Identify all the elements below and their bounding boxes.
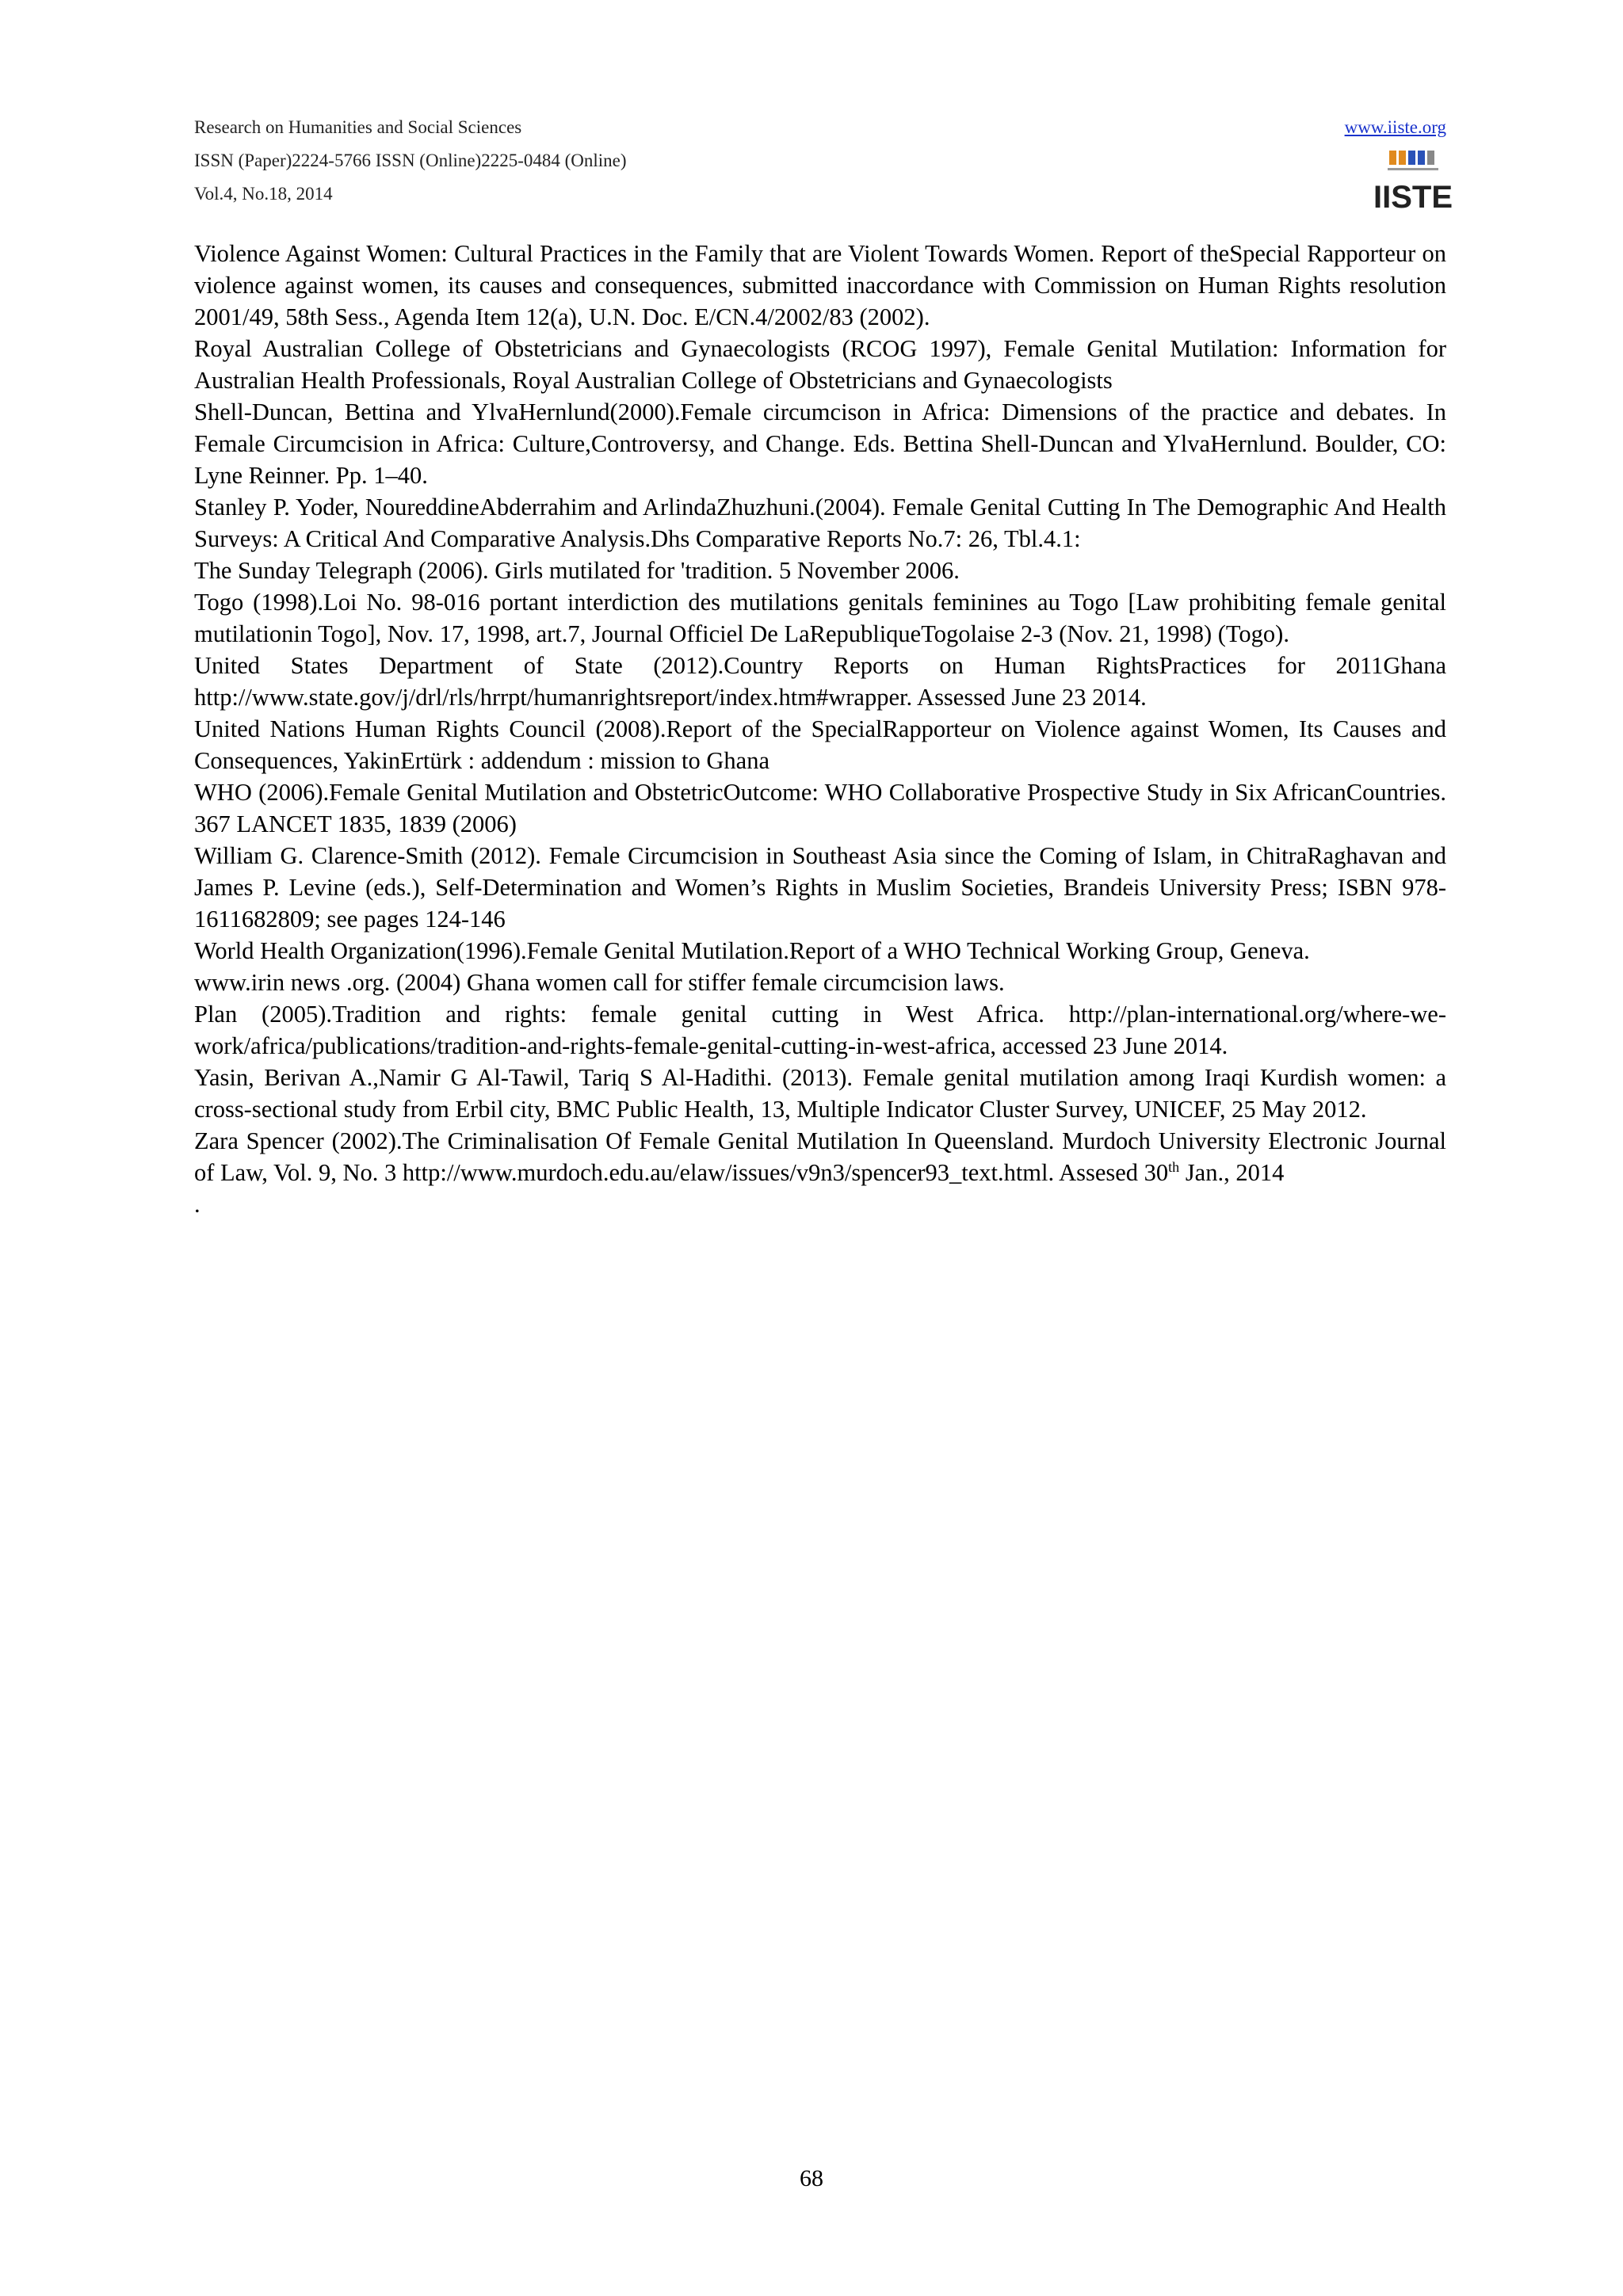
reference-item-last <box>194 1125 1446 1188</box>
reference-item: Yasin, Berivan A.,Namir G Al-Tawil, Tariq S Al-Hadithi. (2013). Female genital mutilation among Iraqi Kurdish women: a cross-sectional study from Erbil city, BMC Public Health, 13, Multiple Indicator Cluster Survey, UNICEF, 25 May 2012. <box>194 1064 1446 1123</box>
reference-list <box>194 238 1446 1220</box>
reference-item: William G. Clarence-Smith (2012). Female Circumcision in Southeast Asia since the Coming of Islam, in ChitraRaghavan and James P. Levine (eds.), Self-Determination and Women’s Rights in Muslim Societies, Brandeis University Press; ISBN 978-1611682809; see pages 124-146 <box>194 842 1446 933</box>
reference-text-tail: Jan., 2014 <box>1179 1159 1285 1186</box>
reference-item: Shell-Duncan, Bettina and YlvaHernlund(2000).Female circumcison in Africa: Dimensions of the practice and debates. In Female Circumcision in Africa: Culture,Controversy, and Change. Eds. Bettina Shell-Duncan and YlvaHernlund. Boulder, CO: Lyne Reinner. Pp. 1–40. <box>194 399 1446 489</box>
reference-item: United States Department of State (2012).Country Reports on Human RightsPractices for 2011Ghana http://www.state.gov/j/drl/rls/hrrpt/humanrightsreport/index.htm#wrapper. Assessed June 23 2014. <box>194 652 1446 711</box>
journal-title: Research on Humanities and Social Sciences <box>194 117 522 137</box>
iiste-logo-icon <box>1373 149 1453 215</box>
reference-item: Plan (2005).Tradition and rights: female genital cutting in West Africa. http://plan-international.org/where-we-work/africa/publications/tradition-and-rights-female-genital-cutting-in-west-africa, accessed 23 June 2014. <box>194 1001 1446 1059</box>
volume-line: Vol.4, No.18, 2014 <box>194 184 333 204</box>
page-number: 68 <box>800 2165 823 2191</box>
reference-item: Stanley P. Yoder, NoureddineAbderrahim and ArlindaZhuzhuni.(2004). Female Genital Cutting In The Demographic And Health Surveys: A Critical And Comparative Analysis.Dhs Comparative Reports No.7: 26, Tbl.4.1: <box>194 494 1446 552</box>
reference-item: WHO (2006).Female Genital Mutilation and ObstetricOutcome: WHO Collaborative Prospective Study in Six AfricanCountries. 367 LANCET 1835, 1839 (2006) <box>194 779 1446 837</box>
trailing-period: . <box>194 1191 200 1218</box>
issn-line: ISSN (Paper)2224-5766 ISSN (Online)2225-0484 (Online) <box>194 151 627 170</box>
reference-item: Togo (1998).Loi No. 98-016 portant interdiction des mutilations genitals feminines au Togo [Law prohibiting female genital mutilationin Togo], Nov. 17, 1998, art.7, Journal Officiel De LaRepubliqueTogolaise 2-3 (Nov. 21, 1998) (Togo). <box>194 589 1446 647</box>
reference-item: Royal Australian College of Obstetricians and Gynaecologists (RCOG 1997), Female Genital Mutilation: Information for Australian Health Professionals, Royal Australian College of Obstetricians and Gynaecologists <box>194 335 1446 394</box>
reference-item: United Nations Human Rights Council (2008).Report of the SpecialRapporteur on Violence against Women, Its Causes and Consequences, YakinErtürk : addendum : mission to Ghana <box>194 715 1446 774</box>
page-header <box>194 111 1453 215</box>
reference-text: Zara Spencer (2002).The Criminalisation Of Female Genital Mutilation In Queensland. Murdoch University Electronic Journal of Law, Vol. 9, No. 3 http://www.murdoch.edu.au/elaw/issues/v9n3/spencer93_text.html. Assesed 30 <box>194 1127 1446 1186</box>
reference-item: www.irin news .org. (2004) Ghana women call for stiffer female circumcision laws. <box>194 969 1005 996</box>
reference-item: World Health Organization(1996).Female Genital Mutilation.Report of a WHO Technical Working Group, Geneva. <box>194 937 1310 964</box>
reference-item: The Sunday Telegraph (2006). Girls mutilated for 'tradition. 5 November 2006. <box>194 557 960 584</box>
reference-item: Violence Against Women: Cultural Practices in the Family that are Violent Towards Women. Report of theSpecial Rapporteur on violence against women, its causes and consequences, submitted inaccordance with Commission on Human Rights resolution 2001/49, 58th Sess., Agenda Item 12(a), U.N. Doc. E/CN.4/2002/83 (2002). <box>194 240 1446 330</box>
logo-text: IISTE <box>1373 180 1453 215</box>
superscript: th <box>1168 1158 1180 1175</box>
journal-url-link[interactable]: www.iiste.org <box>1344 117 1446 137</box>
